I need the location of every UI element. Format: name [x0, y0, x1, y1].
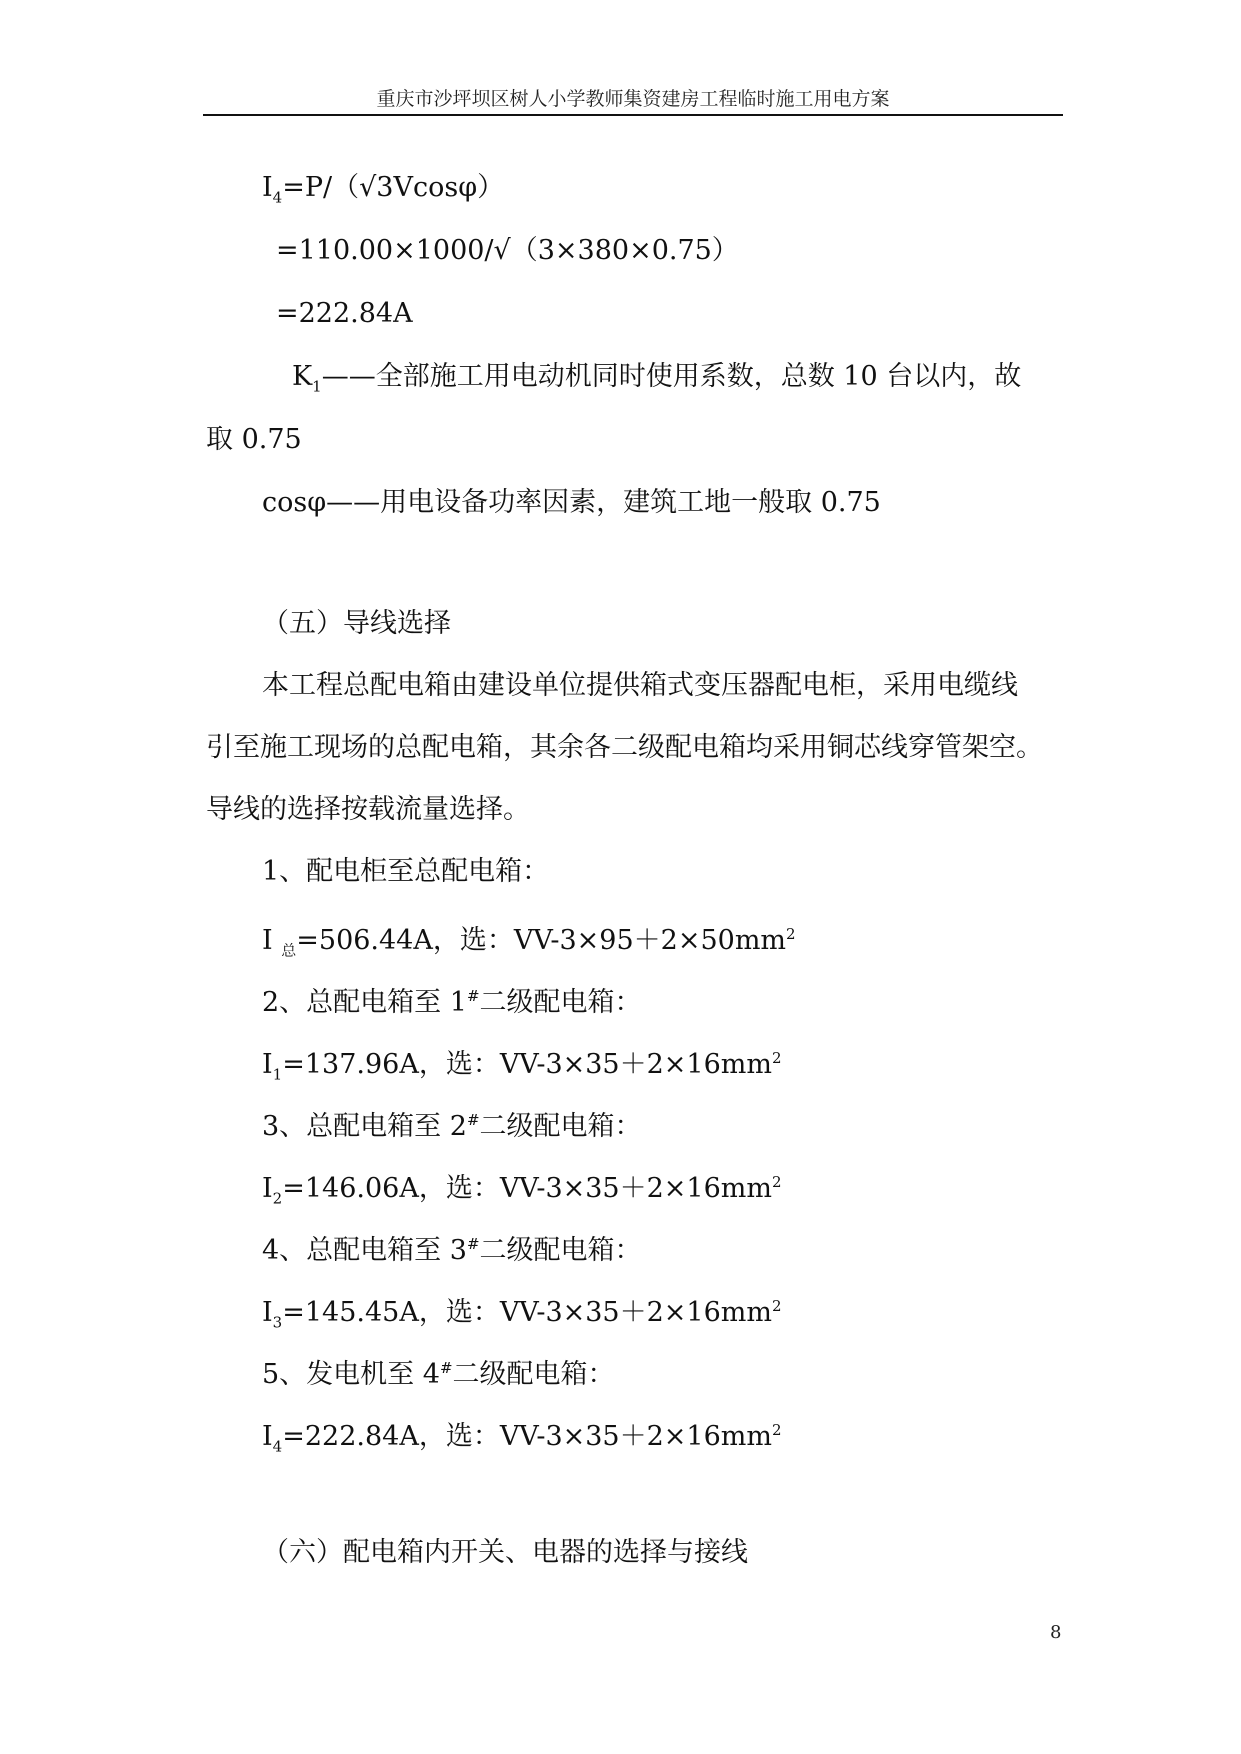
cable-spec: =145.45A，选：VV-3×35＋2×16mm: [282, 1297, 772, 1328]
formula-text: =P/（√3Vcosφ）: [282, 172, 505, 203]
current-subscript: 总: [281, 941, 297, 960]
number-sign: #: [466, 1235, 480, 1253]
unit-superscript: 2: [771, 1049, 782, 1067]
paragraph-line: 引至施工现场的总配电箱，其余各二级配电箱均采用铜芯线穿管架空。: [206, 732, 1043, 763]
formula-substitution-line: =110.00×1000/√（3×380×0.75）: [276, 235, 739, 266]
current-symbol: I: [262, 1421, 273, 1452]
current-subscript: 4: [272, 1437, 283, 1456]
unit-superscript: 2: [786, 925, 796, 943]
title-text: 3、总配电箱至 2: [262, 1111, 467, 1142]
list-item-current: [262, 1162, 782, 1218]
header-divider: [203, 114, 1063, 116]
list-item-title: [262, 1224, 642, 1271]
unit-superscript: 2: [771, 1173, 782, 1191]
current-subscript: 1: [272, 1065, 283, 1084]
k1-note-continuation: 取 0.75: [206, 424, 302, 455]
list-item-title: [262, 1348, 615, 1395]
current-symbol: I: [262, 1173, 273, 1204]
list-item-title: 1、配电柜至总配电箱：: [262, 856, 550, 887]
unit-superscript: 2: [771, 1297, 782, 1315]
list-item-current: [262, 914, 796, 970]
cos-phi-note: cosφ——用电设备功率因素，建筑工地一般取 0.75: [262, 487, 881, 518]
list-item-current: [262, 1410, 782, 1466]
list-item-current: [262, 1286, 782, 1342]
k1-description: ——全部施工用电动机同时使用系数，总数 10 台以内，故: [321, 361, 1022, 392]
title-text: 二级配电箱：: [452, 1359, 615, 1390]
title-text: 二级配电箱：: [479, 1235, 642, 1266]
k1-note-line: [292, 357, 1021, 406]
title-text: 4、总配电箱至 3: [262, 1235, 467, 1266]
k1-subscript: 1: [312, 377, 322, 396]
formula-result-line: =222.84A: [276, 298, 413, 329]
paragraph-line: 导线的选择按载流量选择。: [206, 794, 530, 825]
number-sign: #: [466, 987, 480, 1005]
list-item-title: [262, 976, 642, 1023]
k1-symbol: K: [292, 361, 313, 392]
paragraph-line: 本工程总配电箱由建设单位提供箱式变压器配电柜，采用电缆线: [262, 670, 1018, 701]
current-subscript: 3: [272, 1313, 283, 1332]
cable-spec: =506.44A，选：VV-3×95＋2×50mm: [296, 925, 787, 956]
current-subscript: 4: [272, 188, 283, 207]
cable-spec: =137.96A，选：VV-3×35＋2×16mm: [282, 1049, 772, 1080]
section-heading-6: （六）配电箱内开关、电器的选择与接线: [262, 1537, 748, 1568]
number-sign: #: [439, 1359, 453, 1377]
number-sign: #: [466, 1111, 480, 1129]
list-item-current: [262, 1038, 782, 1094]
title-text: 5、发电机至 4: [262, 1359, 440, 1390]
current-symbol: I: [262, 1297, 273, 1328]
unit-superscript: 2: [771, 1421, 782, 1439]
title-text: 2、总配电箱至 1: [262, 987, 467, 1018]
document-title: 重庆市沙坪坝区树人小学教师集资建房工程临时施工用电方案: [376, 88, 890, 110]
current-symbol: I: [262, 925, 282, 956]
current-subscript: 2: [272, 1189, 283, 1208]
current-symbol: I: [262, 172, 273, 203]
list-item-title: [262, 1100, 642, 1147]
page-number: 8: [1050, 1622, 1062, 1643]
section-heading-5: （五）导线选择: [262, 608, 451, 639]
current-symbol: I: [262, 1049, 273, 1080]
title-text: 二级配电箱：: [479, 1111, 642, 1142]
cable-spec: =222.84A，选：VV-3×35＋2×16mm: [282, 1421, 772, 1452]
formula-i4-line: [262, 168, 504, 217]
cable-spec: =146.06A，选：VV-3×35＋2×16mm: [282, 1173, 772, 1204]
title-text: 二级配电箱：: [479, 987, 642, 1018]
